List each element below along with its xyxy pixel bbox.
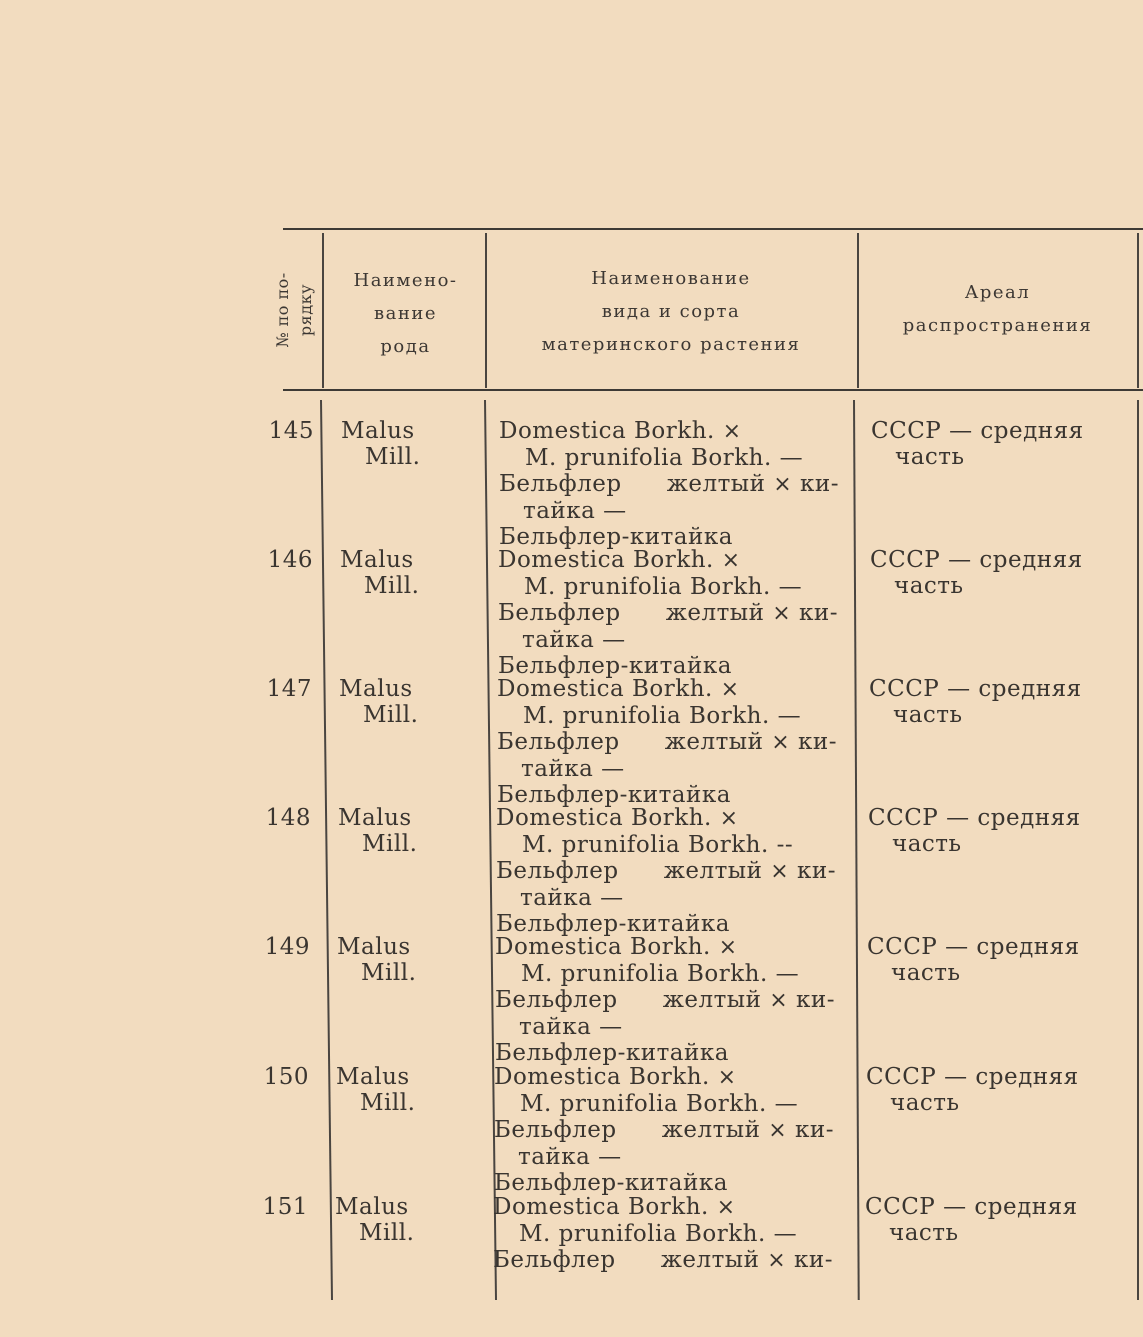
species-name: Domestica Borkh. × M. prunifolia Borkh. -- Бельфлер желтый × ки- тайка — Бельфлер-китайка xyxy=(496,805,836,937)
genus-name: Malus Mill. xyxy=(341,418,421,470)
table-top-rule xyxy=(283,228,1143,230)
distribution-area: СССР — средняя часть xyxy=(870,547,1083,599)
table-row xyxy=(0,934,1139,1064)
cross-icon: × xyxy=(721,548,741,573)
cross-icon: × xyxy=(768,1118,788,1143)
row-number: 150 xyxy=(263,1064,309,1090)
cross-icon: × xyxy=(767,1248,787,1273)
cross-icon: × xyxy=(718,935,738,960)
cross-icon: × xyxy=(717,1065,737,1090)
header-row-number: № по по- рядку xyxy=(273,272,315,348)
table-row xyxy=(0,547,1142,677)
cross-icon: × xyxy=(720,677,740,702)
cross-icon: × xyxy=(716,1195,736,1220)
table-row xyxy=(0,1194,1137,1324)
species-name: Domestica Borkh. × M. prunifolia Borkh. — Бельфлер желтый × ки- тайка — Бельфлер-китайка xyxy=(494,1064,834,1196)
distribution-area: СССР — средняя часть xyxy=(869,676,1082,728)
species-name: Domestica Borkh. × M. prunifolia Borkh. — Бельфлер желтый × ки- тайка — Бельфлер-китайка xyxy=(495,934,835,1066)
cross-icon: × xyxy=(772,601,792,626)
column-divider-3 xyxy=(857,233,859,388)
species-name: Domestica Borkh. × M. prunifolia Borkh. — Бельфлер желтый × ки- тайка — Бельфлер-китайка xyxy=(499,418,839,550)
header-genus: Наимено- вание рода xyxy=(353,270,458,357)
table-row xyxy=(0,805,1140,935)
genus-name: Malus Mill. xyxy=(336,1064,416,1116)
genus-name: Malus Mill. xyxy=(337,934,417,986)
table-row xyxy=(0,1064,1138,1194)
genus-name: Malus Mill. xyxy=(338,805,418,857)
cross-icon: × xyxy=(769,988,789,1013)
genus-name: Malus Mill. xyxy=(339,676,419,728)
cross-icon: × xyxy=(771,730,791,755)
row-number: 146 xyxy=(267,547,313,573)
distribution-area: СССР — средняя часть xyxy=(871,418,1084,470)
column-divider-1 xyxy=(322,233,324,388)
cross-icon: × xyxy=(770,859,790,884)
table-row xyxy=(0,676,1141,806)
row-number: 148 xyxy=(265,805,311,831)
table-header-rule xyxy=(283,389,1143,391)
row-number: 145 xyxy=(268,418,314,444)
cross-icon: × xyxy=(722,419,742,444)
genus-name: Malus Mill. xyxy=(340,547,420,599)
cross-icon: × xyxy=(773,472,793,497)
species-name: Domestica Borkh. × M. prunifolia Borkh. — Бельфлер желтый × ки- тайка — Бельфлер-китайка xyxy=(497,676,837,808)
distribution-area: СССР — средняя часть xyxy=(868,805,1081,857)
species-name: Domestica Borkh. × M. prunifolia Borkh. — Бельфлер желтый × ки- тайка — Бельфлер-китайка xyxy=(498,547,838,679)
row-number: 151 xyxy=(262,1194,308,1220)
row-number: 149 xyxy=(264,934,310,960)
column-divider-4 xyxy=(1137,233,1139,388)
genus-name: Malus Mill. xyxy=(335,1194,415,1246)
distribution-area: СССР — средняя часть xyxy=(867,934,1080,986)
distribution-area: СССР — средняя часть xyxy=(866,1064,1079,1116)
header-species: Наименование вида и сорта материнского растения xyxy=(541,268,801,355)
row-number: 147 xyxy=(266,676,312,702)
header-area: Ареал распространения xyxy=(902,282,1093,336)
table-row xyxy=(0,418,1143,548)
cross-icon: × xyxy=(719,806,739,831)
species-name: Domestica Borkh. × M. prunifolia Borkh. — Бельфлер желтый × ки- xyxy=(493,1194,833,1273)
distribution-area: СССР — средняя часть xyxy=(865,1194,1078,1246)
